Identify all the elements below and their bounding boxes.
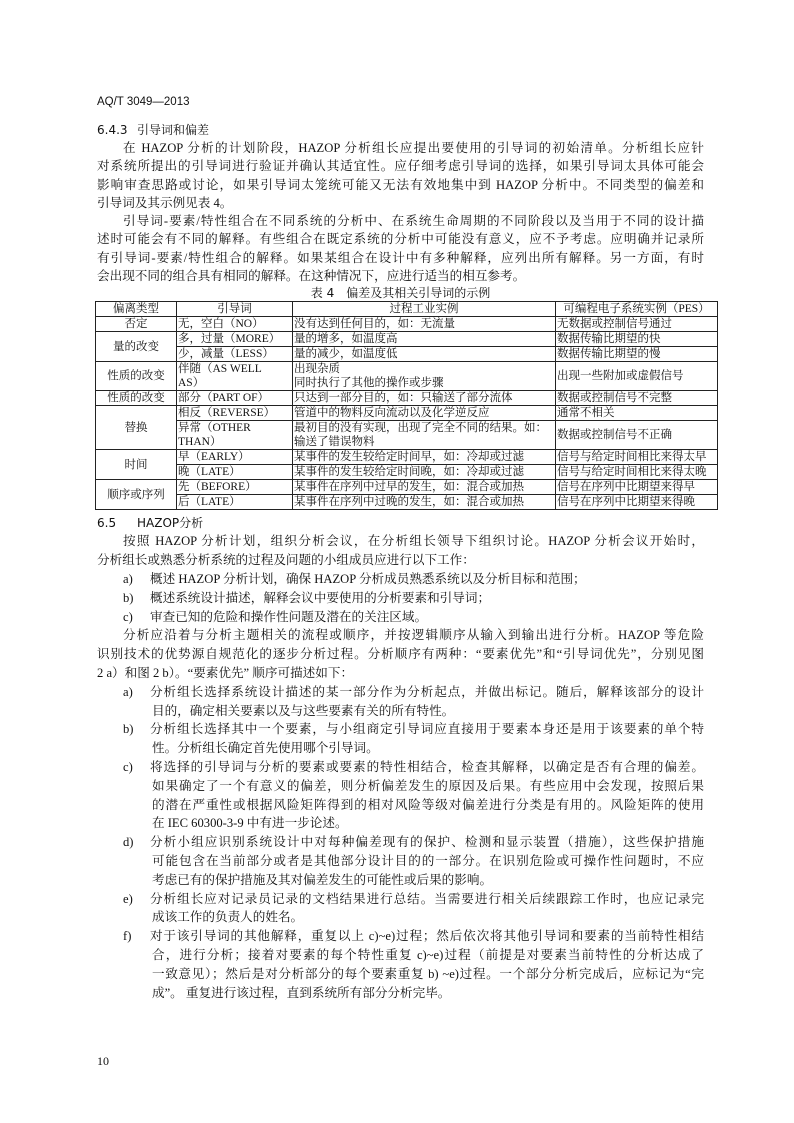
guideword-cell: 相反（REVERSE） [177,406,293,421]
paragraph-line: 对系统所提出的引导词进行验证并确认其适宜性。应仔细考虑引导词的选择，如果引导词太具体可能会 [97,159,704,174]
guideword-cell: 后（LATE） [177,495,293,510]
table-caption: 表 4 偏差及其相关引导词的示例 [310,286,491,301]
section-number: 6.4.3 [97,123,128,137]
pes-example-cell: 数据传输比期望的快 [556,332,718,347]
paragraph-line: 引导词及其示例见表 4。 [97,195,233,210]
table-row [96,317,718,332]
column-header: 可编程电子系统实例（PES） [556,302,718,317]
list-item-label: e) [123,891,133,906]
list-item-line: 的潜在严重性或根据风险矩阵得到的相对风险等级对偏差进行分类是有用的。风险矩阵的使用 [152,797,704,812]
table-row [96,347,718,362]
list-item-line: 可能包含在当前部分或者是其他部分设计目的的一部分。在识别危险或可操作性问题时，不应 [152,853,704,868]
list-item-label: c) [123,609,133,624]
pes-example-cell: 数据或控制信号不完整 [556,391,718,406]
process-example-cell: 量的减少，如温度低 [293,347,556,362]
deviation-type-cell: 时间 [96,450,177,480]
deviation-type-cell: 量的改变 [96,332,177,362]
section-6-4-3-body [97,139,704,285]
process-example-cell: 某事件的发生较给定时间早，如：冷却或过滤 [293,450,556,465]
list-item-label: a) [123,571,133,586]
list-item-line: 分析组长选择其中一个要素，与小组商定引导词应直接用于要素本身还是用于该要素的单个特 [150,722,704,737]
section-heading-6-5 [97,514,704,532]
paragraph-line: 引导词-要素/特性组合在不同系统的分析中、在系统生命周期的不同阶段以及当用于不同的设计描 [123,214,704,229]
list-item [97,589,704,608]
guideword-cell: 部分（PART OF） [177,391,293,406]
list-item-line: 在 IEC 60300-3-9 中有进一步论述。 [152,816,348,831]
guideword-cell: 早（EARLY） [177,450,293,465]
table-row [96,480,718,495]
list-item-line: 合，进行分析；接着对要素的每个特性重复 c)~e)过程（前提是对要素当前特性的分析达成了 [152,947,704,962]
pes-example-cell: 通常不相关 [556,406,718,421]
pes-example-cell: 信号在序列中比期望来得早 [556,480,718,495]
pes-example-cell: 信号在序列中比期望来得晚 [556,495,718,510]
paragraph-line: 2 a）和图 2 b）。“要素优先” 顺序可描述如下： [97,665,354,680]
guideword-cell: 先（BEFORE） [177,480,293,495]
table-row [96,391,718,406]
list-item-line: 概述系统设计描述，解释会议中要使用的分析要素和引导词； [150,590,491,605]
pes-example-cell: 数据传输比期望的慢 [556,347,718,362]
guideword-cell: 异常（OTHER THAN） [177,421,293,450]
process-example-cell: 某事件在序列中过早的发生，如：混合或加热 [293,480,556,495]
list-item-line: 一致意见）；然后是对分析部分的每个要素重复 b) ~e)过程。一个部分分析完成后，应标记为“完 [152,966,704,981]
list-item-label: a) [123,684,133,699]
process-example-cell: 管道中的物料反向流动以及化学逆反应 [293,406,556,421]
paragraph-line: 会出现不同的组合具有相同的解释。在这种情况下，应进行适当的相互参考。 [97,269,526,284]
list-item-line: 分析小组应识别系统设计中对每种偏差现有的保护、检测和显示装置（措施），这些保护措施 [150,835,704,850]
section-title: HAZOP分析 [137,516,204,531]
column-header: 引导词 [177,302,293,317]
table-row [96,450,718,465]
list-item-label: f) [123,929,132,944]
list-item-label: b) [123,722,134,737]
list-item-line: 审查已知的危险和操作性问题及潜在的关注区域。 [150,609,428,624]
deviation-type-cell: 否定 [96,317,177,332]
paragraph-line: 影响审查思路或讨论，如果引导词太笼统可能又无法有效地集中到 HAZOP 分析中。不同类型的偏差和 [97,177,704,192]
table-row [96,465,718,480]
section-6-5-body [97,532,704,1002]
process-example-cell: 量的增多，如温度高 [293,332,556,347]
list-item [97,570,704,589]
table-row [96,421,718,450]
guideword-cell: 无，空白（NO） [177,317,293,332]
list-item [97,890,704,928]
list-item-label: d) [123,835,134,850]
list-item-line: 概述 HAZOP 分析计划，确保 HAZOP 分析成员熟悉系统以及分析目标和范围； [150,571,586,586]
table-row [96,332,718,347]
list-item [97,608,704,627]
guideword-cell: 晚（LATE） [177,465,293,480]
list-item [97,758,704,833]
list-item-label: b) [123,590,134,605]
process-example-cell: 没有达到任何目的，如：无流量 [293,317,556,332]
list-item-line: 成”。 重复进行该过程，直到系统所有部分分析完毕。 [152,985,451,1000]
column-header: 偏离类型 [96,302,177,317]
paragraph-line: 按照 HAZOP 分析计划，组织分析会议，在分析组长领导下组织讨论。HAZOP 分析会议开始时， [123,534,704,549]
pes-example-cell: 信号与给定时间相比来得太早 [556,450,718,465]
deviation-type-cell: 性质的改变 [96,362,177,391]
section-heading-6-4-3 [97,121,704,139]
guideword-cell: 少，减量（LESS） [177,347,293,362]
process-example-cell: 某事件在序列中过晚的发生，如：混合或加热 [293,495,556,510]
table-header-row [96,302,718,317]
list-item-line: 对于该引导词的其他解释，重复以上 c)~e)过程；然后依次将其他引导词和要素的当前特性相结 [150,929,704,944]
list-item-line: 如果确定了一个有意义的偏差，则分析偏差发生的原因及后果。有些应用中会发现，按照后果 [152,778,704,793]
list-item-line: 分析组长选择系统设计描述的某一部分作为分析起点，并做出标记。随后，解释该部分的设计 [150,684,704,699]
deviation-type-cell: 顺序或序列 [96,480,177,510]
pes-example-cell: 信号与给定时间相比来得太晚 [556,465,718,480]
list-item [97,927,704,1002]
list-item [97,683,704,721]
paragraph-line: 分析应沿着与分析主题相关的流程或顺序，并按逻辑顺序从输入到输出进行分析。HAZOP 等危险 [123,628,704,643]
list-item-line: 分析组长应对记录员记录的文档结果进行总结。当需要进行相关后续跟踪工作时，也应记录完 [150,891,704,906]
paragraph-line: 分析组长或熟悉分析系统的过程及问题的小组成员应进行以下工作： [97,553,475,568]
document-code-header: AQ/T 3049—2013 [97,96,190,108]
table-row [96,406,718,421]
process-example-cell: 最初目的没有实现，出现了完全不同的结果。如： 输送了错误物料 [293,421,556,450]
process-example-cell: 某事件的发生较给定时间晚，如：冷却或过滤 [293,465,556,480]
list-item-line: 性。分析组长确定首先使用哪个引导词。 [152,741,379,756]
paragraph-line: 在 HAZOP 分析的计划阶段，HAZOP 分析组长应提出要使用的引导词的初始清单。分析组长应针 [123,141,704,155]
list-item-label: c) [123,759,133,774]
list-item-line: 成该工作的负责人的姓名。 [152,910,304,925]
list-item-line: 目的，确定相关要素以及与这些要素有关的所有特性。 [152,703,455,718]
table-row [96,495,718,510]
process-example-cell: 只达到一部分目的，如：只输送了部分流体 [293,391,556,406]
paragraph-line: 识别技术的优势源自规范化的逐步分析过程。分析顺序有两种：“要素优先”和“引导词优先”，分别见图 [97,647,704,662]
table-row [96,362,718,391]
paragraph-line: 有引导词-要素/特性组合的解释。如果某组合在设计中有多种解释，应列出所有解释。另一方面，有时 [97,250,704,265]
section-title: 引导词和偏差 [137,123,210,137]
pes-example-cell: 出现一些附加或虚假信号 [556,362,718,391]
list-item-line: 将选择的引导词与分析的要素或要素的特性相结合，检查其解释，以确定是否有合理的偏差。 [150,759,704,774]
page-number: 10 [97,1054,109,1068]
process-example-cell: 出现杂质 同时执行了其他的操作或步骤 [293,362,556,391]
list-item [97,833,704,889]
guideword-cell: 伴随（AS WELL AS） [177,362,293,391]
pes-example-cell: 数据或控制信号不正确 [556,421,718,450]
list-item-line: 考虑已有的保护措施及其对偏差发生的可能性或后果的影响。 [152,872,493,887]
deviation-type-cell: 性质的改变 [96,391,177,406]
page-content [97,121,710,1002]
section-number: 6.5 [97,516,117,531]
guideword-cell: 多，过量（MORE） [177,332,293,347]
paragraph-line: 述时可能会有不同的解释。有些组合在既定系统的分析中可能没有意义，应不予考虑。应明确并记录所 [97,232,704,247]
deviation-type-cell: 替换 [96,406,177,450]
list-item [97,720,704,758]
deviation-guideword-table [95,301,718,510]
column-header: 过程工业实例 [293,302,556,317]
pes-example-cell: 无数据或控制信号通过 [556,317,718,332]
